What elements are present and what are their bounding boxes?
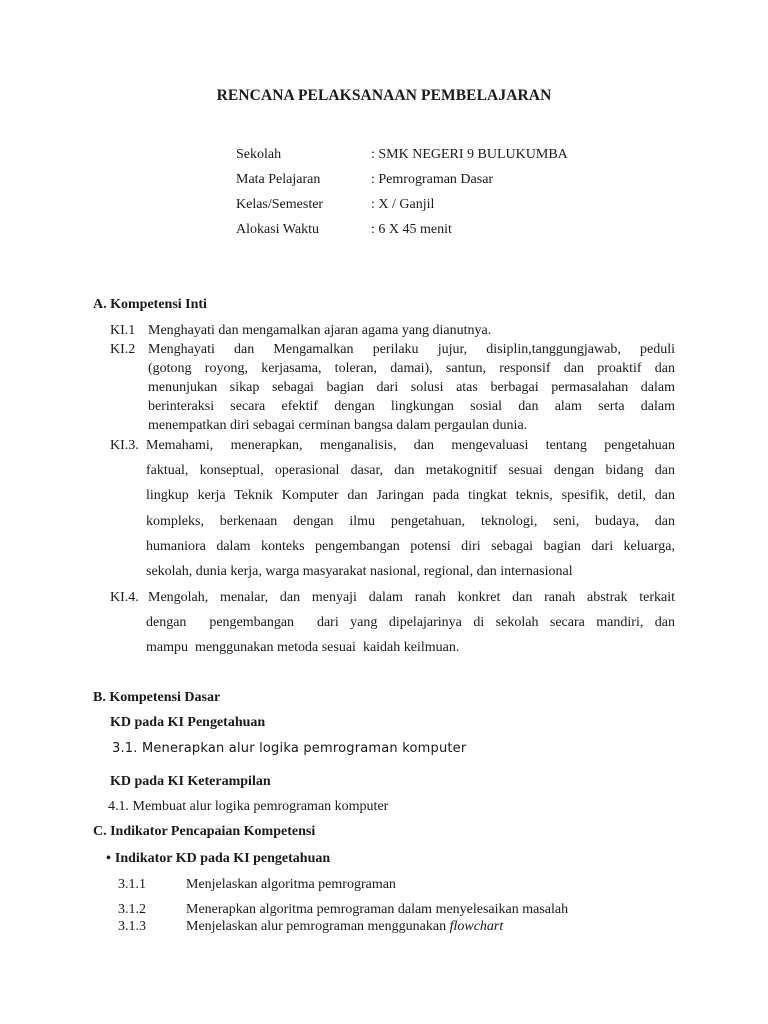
ki2-line: menempatkan diri sebagai cerminan bangsa dalam pergaulan dunia.: [148, 418, 528, 433]
ki2-line: berinteraksi secara efektif dengan lingkungan sosial dan alam serta dalam: [148, 399, 675, 414]
indikator-number: 3.1.1: [118, 877, 146, 892]
ki3-line: humaniora dalam konteks pengembangan potensi diri sebagai bagian dari keluarga,: [146, 539, 675, 554]
indikator-number: 3.1.3: [118, 919, 146, 934]
section-a-heading: A. Kompetensi Inti: [93, 297, 207, 312]
indikator-italic-term: flowchart: [449, 919, 504, 934]
indikator-text: Menjelaskan algoritma pemrograman: [186, 877, 396, 892]
ki1-number: KI.1: [110, 323, 136, 338]
indikator-text-line: [186, 919, 503, 935]
ki3-line: kompleks, berkenaan dengan ilmu pengetahuan, teknologi, seni, budaya, dan: [146, 514, 675, 529]
info-label-alokasi-waktu: Alokasi Waktu: [236, 222, 319, 237]
indikator-bullet-heading: • Indikator KD pada KI pengetahuan: [106, 851, 330, 867]
ki3-number: KI.3.: [110, 438, 139, 453]
kd-keterampilan-heading: KD pada KI Keterampilan: [110, 774, 271, 789]
kd-pengetahuan-heading: KD pada KI Pengetahuan: [110, 715, 266, 730]
ki2-line: Menghayati dan Mengamalkan perilaku jujur, disiplin,tanggungjawab, peduli: [148, 342, 675, 357]
ki1-text: Menghayati dan mengamalkan ajaran agama yang dianutnya.: [148, 323, 492, 338]
ki3-line: sekolah, dunia kerja, warga masyarakat nasional, regional, dan internasional: [146, 564, 573, 579]
info-value-sekolah: : SMK NEGERI 9 BULUKUMBA: [371, 147, 568, 162]
ki2-line: menunjukan sikap sebagai bagian dari solusi atas berbagai permasalahan dalam: [148, 380, 675, 395]
info-label-kelas-semester: Kelas/Semester: [236, 197, 324, 212]
section-b-heading: B. Kompetensi Dasar: [93, 690, 221, 705]
ki3-line: Memahami, menerapkan, menganalisis, dan mengevaluasi tentang pengetahuan: [146, 438, 675, 453]
kd-keterampilan-item: 4.1. Membuat alur logika pemrograman komputer: [108, 799, 389, 814]
info-label-mata-pelajaran: Mata Pelajaran: [236, 172, 321, 187]
section-c-heading: C. Indikator Pencapaian Kompetensi: [93, 824, 316, 839]
ki2-number: KI.2: [110, 342, 136, 357]
ki3-line: lingkup kerja Teknik Komputer dan Jaringan pada tingkat teknis, spesifik, detil, dan: [146, 488, 675, 503]
info-value-mata-pelajaran: : Pemrograman Dasar: [371, 172, 494, 187]
indikator-number: 3.1.2: [118, 902, 146, 917]
ki3-line: faktual, konseptual, operasional dasar, dan metakognitif sesuai dengan bidang dan: [146, 463, 675, 478]
info-value-kelas-semester: : X / Ganjil: [371, 197, 435, 212]
indikator-text: Menerapkan algoritma pemrograman dalam menyelesaikan masalah: [186, 902, 569, 917]
ki4-line: mampu menggunakan metoda sesuai kaidah keilmuan.: [146, 640, 460, 655]
ki4-line: Mengolah, menalar, dan menyaji dalam ranah konkret dan ranah abstrak terkait: [148, 590, 675, 605]
info-label-sekolah: Sekolah: [236, 147, 282, 162]
indikator-text: Menjelaskan alur pemrograman menggunakan: [186, 919, 447, 934]
info-value-alokasi-waktu: : 6 X 45 menit: [371, 222, 452, 237]
ki4-number: KI.4.: [110, 590, 139, 605]
ki4-line: dengan pengembangan dari yang dipelajarinya di sekolah secara mandiri, dan: [146, 615, 675, 630]
document-title: RENCANA PELAKSANAAN PEMBELAJARAN: [216, 87, 552, 104]
ki2-line: (gotong royong, kerjasama, toleran, damai), santun, responsif dan proaktif dan: [148, 361, 675, 376]
kd-pengetahuan-item: 3.1. Menerapkan alur logika pemrograman komputer: [112, 741, 467, 756]
